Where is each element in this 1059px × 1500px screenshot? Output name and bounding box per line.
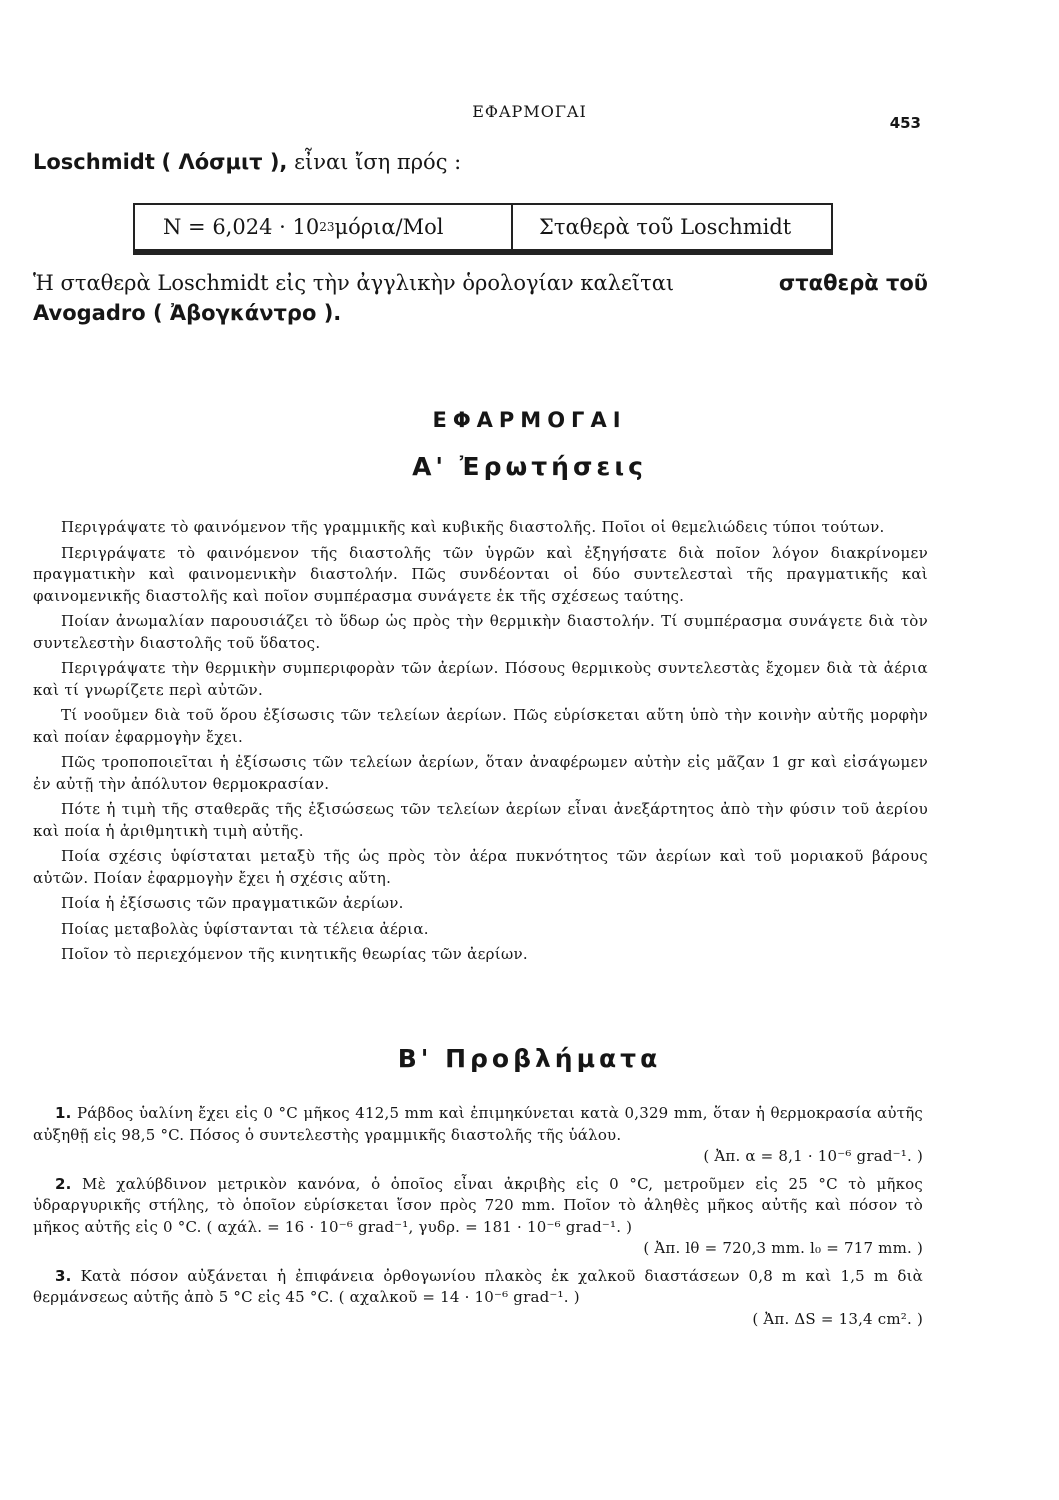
question-item: Ποίας μεταβολὰς ὑφίστανται τὰ τέλεια ἀέρια.: [61, 919, 429, 938]
question-item: Περιγράψατε τὸ φαινόμενον τῆς γραμμικῆς καὶ κυβικῆς διαστολῆς. Ποῖοι οἱ θεμελιώδεις τύποι τούτων.: [61, 518, 885, 536]
intro-line: [33, 150, 461, 174]
section-title-problems: Β' Προβλήματα: [397, 1044, 662, 1073]
constant-formula: [135, 205, 513, 249]
question-item: Περιγράψατε τὴν θερμικὴν συμπεριφορὰν τῶν ἀερίων. Πόσους θερμικοὺς συντελεστὰς ἔχομεν διὰ τὰ ἀέρια καὶ τί γνωρίζετε περὶ αὐτῶν.: [33, 659, 928, 699]
problem-number: 1.: [55, 1104, 72, 1122]
constant-box: [133, 203, 833, 255]
section-title-main: ΕΦΑΡΜΟΓΑΙ: [432, 408, 627, 432]
problem-item: [33, 1266, 923, 1331]
problem-answer: ( Ἀπ. ΔS = 13,4 cm². ): [752, 1309, 923, 1328]
problem-text: Ράβδος ὑαλίνη ἔχει εἰς 0 °C μῆκος 412,5 mm καὶ ἐπιμηκύνεται κατὰ 0,329 mm, ὅταν ἡ θερμοκρασία αὐτῆς αὐξηθῇ εἰς 98,5 °C. Πόσος ὁ συντελεστὴς γραμμικῆς διαστολῆς τῆς ὑάλου.: [33, 1104, 923, 1144]
intro-paren-name: ( Λόσμιτ ),: [161, 150, 288, 174]
problem-text: Κατὰ πόσον αὐξάνεται ἡ ἐπιφάνεια ὀρθογωνίου πλακὸς ἐκ χαλκοῦ διαστάσεων 0,8 m καὶ 1,5 m διὰ θερμάνσεως αὐτῆς ἀπὸ 5 °C εἰς 45 °C. ( αχαλκοῦ = 14 · 10⁻⁶ grad⁻¹. ): [33, 1266, 924, 1306]
formula-unit: μόρια/Mol: [334, 215, 444, 239]
formula-base: N = 6,024 · 10: [163, 215, 320, 239]
question-item: Περιγράψατε τὸ φαινόμενον τῆς διαστολῆς τῶν ὑγρῶν καὶ ἐξηγήσατε διὰ ποῖον λόγον διακρίνομεν πραγματικὴν καὶ φαινομενικὴν διαστολήν. Πῶς συνδέονται οἱ δύο συντελεσταὶ τῆς πραγματικῆς καὶ φαινομενικῆς διαστολῆς καὶ ποῖον συμπέρασμα συνάγετε ἐκ τῆς σχέσεως ταύτης.: [33, 543, 928, 605]
problem-answer: ( Ἀπ. α = 8,1 · 10⁻⁶ grad⁻¹. ): [703, 1147, 923, 1165]
section-title-questions: Α' Ἐρωτήσεις: [412, 452, 647, 481]
page-number: 453: [889, 114, 921, 132]
question-item: Ποίαν ἀνωμαλίαν παρουσιάζει τὸ ὕδωρ ὡς πρὸς τὴν θερμικὴν διαστολήν. Τί συμπέρασμα συνάγετε διὰ τὸν συντελεστὴν διαστολῆς τοῦ ὕδατος.: [33, 612, 928, 652]
question-item: Τί νοοῦμεν διὰ τοῦ ὅρου ἐξίσωσις τῶν τελείων ἀερίων. Πῶς εὑρίσκεται αὕτη ὑπὸ τὴν κοινὴν αὐτῆς μορφὴν καὶ ποίαν ἐφαρμογὴν ἔχει.: [33, 706, 928, 746]
intro-bold-name: Loschmidt: [33, 150, 155, 174]
avogadro-note: [33, 268, 928, 328]
question-item: Πότε ἡ τιμὴ τῆς σταθερᾶς τῆς ἐξισώσεως τῶν τελείων ἀερίων εἶναι ἀνεξάρτητος ἀπὸ τὴν φύσιν τοῦ ἀερίου καὶ ποία ἡ ἀριθμητικὴ τιμὴ αὐτῆς.: [33, 800, 928, 840]
note-text: Ἡ σταθερὰ Loschmidt εἰς τὴν ἀγγλικὴν ὁρολογίαν καλεῖται: [33, 271, 675, 295]
problem-number: 2.: [55, 1174, 72, 1193]
question-item: Ποῖον τὸ περιεχόμενον τῆς κινητικῆς θεωρίας τῶν ἀερίων.: [61, 945, 528, 963]
questions-list: [33, 517, 928, 970]
constant-label: Σταθερὰ τοῦ Loschmidt: [539, 215, 792, 239]
note-bold-line2: Avogadro ( Ἀβογκάντρο ).: [33, 301, 342, 325]
question-item: Ποία ἡ ἐξίσωσις τῶν πραγματικῶν ἀερίων.: [61, 894, 404, 912]
problems-list: [33, 1103, 923, 1336]
question-item: Πῶς τροποποιεῖται ἡ ἐξίσωσις τῶν τελείων ἀερίων, ὅταν ἀναφέρωμεν αὐτὴν εἰς μᾶζαν 1 gr καὶ εἰσάγωμεν ἐν αὐτῇ τὴν ἀπόλυτον θερμοκρασίαν.: [33, 753, 928, 793]
note-bold-tail: σταθερὰ τοῦ: [778, 271, 928, 295]
problem-text: Μὲ χαλύβδινον μετρικὸν κανόνα, ὁ ὁποῖος εἶναι ἀκριβὴς εἰς 0 °C, μετροῦμεν εἰς 25 °C τὸ μῆκος ὑδραργυρικῆς στήλης, τὸ ὁποῖον εὑρίσκεται ἴσον πρὸς 720 mm. Ποῖον τὸ ἀληθὲς μῆκος αὐτῆς καὶ πόσον τὸ μῆκος αὐτῆς εἰς 0 °C. ( αχάλ. = 16 · 10⁻⁶ grad⁻¹, γυδρ. = 181 · 10⁻⁶ grad⁻¹. ): [33, 1174, 923, 1236]
intro-rest: εἶναι ἴση πρός :: [294, 150, 462, 174]
running-title: ΕΦΑΡΜΟΓΑΙ: [472, 102, 587, 121]
formula-exponent: 23: [319, 220, 335, 234]
problem-answer: ( Ἀπ. lθ = 720,3 mm. l₀ = 717 mm. ): [643, 1239, 923, 1257]
problem-item: [33, 1174, 923, 1260]
question-item: Ποία σχέσις ὑφίσταται μεταξὺ τῆς ὡς πρὸς τὸν ἀέρα πυκνότητος τῶν ἀερίων καὶ τοῦ μοριακοῦ βάρους αὐτῶν. Ποίαν ἐφαρμογὴν ἔχει ἡ σχέσις αὕτη.: [33, 847, 928, 887]
problem-number: 3.: [55, 1266, 72, 1285]
problem-item: [33, 1103, 923, 1168]
